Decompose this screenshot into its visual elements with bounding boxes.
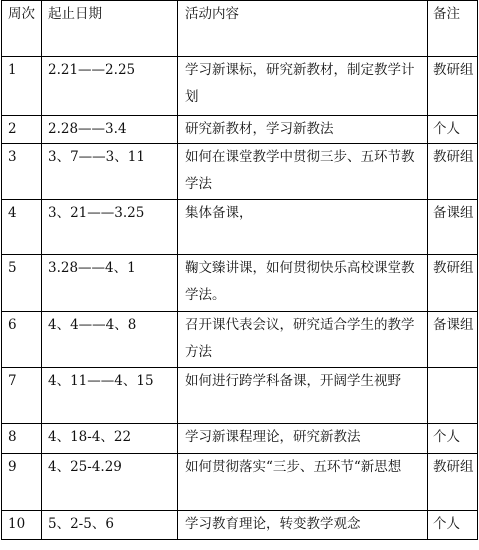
row-date: 2.21——2.25 xyxy=(42,57,178,116)
row-content: 如何进行跨学科备课，开阔学生视野 xyxy=(178,368,428,424)
table-row xyxy=(2,144,478,200)
row-week: 6 xyxy=(2,312,42,368)
row-note: 教研组 xyxy=(428,57,478,116)
row-content: 如何贯彻落实“三步、五环节“新思想 xyxy=(178,454,428,511)
row-content: 集体备课， xyxy=(178,200,428,255)
row-week: 5 xyxy=(2,255,42,312)
row-date: 5、2-5、6 xyxy=(42,511,178,540)
row-date: 4、18-4、22 xyxy=(42,424,178,454)
row-week: 2 xyxy=(2,116,42,144)
row-week: 10 xyxy=(2,511,42,540)
table-row xyxy=(2,312,478,368)
activity-schedule-table xyxy=(1,0,478,540)
table-row xyxy=(2,511,478,540)
header-note: 备注 xyxy=(428,1,478,57)
row-note: 备课组 xyxy=(428,312,478,368)
header-week: 周次 xyxy=(2,1,42,57)
table-row xyxy=(2,116,478,144)
row-week: 4 xyxy=(2,200,42,255)
row-content: 学习新课程理论，研究新教法 xyxy=(178,424,428,454)
row-date: 3.28——4、1 xyxy=(42,255,178,312)
table-row xyxy=(2,454,478,511)
table-row xyxy=(2,57,478,116)
row-content: 如何在课堂教学中贯彻三步、五环节教学法 xyxy=(178,144,428,200)
row-date: 4、4——4、8 xyxy=(42,312,178,368)
row-date: 3、21——3.25 xyxy=(42,200,178,255)
table-row xyxy=(2,200,478,255)
header-date: 起止日期 xyxy=(42,1,178,57)
row-week: 8 xyxy=(2,424,42,454)
row-content: 召开课代表会议，研究适合学生的教学方法 xyxy=(178,312,428,368)
table-row xyxy=(2,368,478,424)
row-content: 学习教育理论，转变教学观念 xyxy=(178,511,428,540)
row-note: 个人 xyxy=(428,424,478,454)
row-date: 4、25-4.29 xyxy=(42,454,178,511)
row-note: 教研组 xyxy=(428,454,478,511)
row-week: 3 xyxy=(2,144,42,200)
row-note: 个人 xyxy=(428,511,478,540)
table-header-row xyxy=(2,1,478,57)
row-note: 备课组 xyxy=(428,200,478,255)
table-row xyxy=(2,424,478,454)
row-note: 教研组 xyxy=(428,144,478,200)
row-note: 教研组 xyxy=(428,255,478,312)
table-row xyxy=(2,255,478,312)
row-content: 鞠文臻讲课，如何贯彻快乐高校课堂教学法。 xyxy=(178,255,428,312)
row-content: 研究新教材，学习新教法 xyxy=(178,116,428,144)
row-week: 7 xyxy=(2,368,42,424)
row-week: 1 xyxy=(2,57,42,116)
row-content: 学习新课标，研究新教材，制定教学计划 xyxy=(178,57,428,116)
row-date: 4、11——4、15 xyxy=(42,368,178,424)
row-note: 个人 xyxy=(428,116,478,144)
row-note xyxy=(428,368,478,424)
row-week: 9 xyxy=(2,454,42,511)
row-date: 3、7——3、11 xyxy=(42,144,178,200)
header-content: 活动内容 xyxy=(178,1,428,57)
row-date: 2.28——3.4 xyxy=(42,116,178,144)
